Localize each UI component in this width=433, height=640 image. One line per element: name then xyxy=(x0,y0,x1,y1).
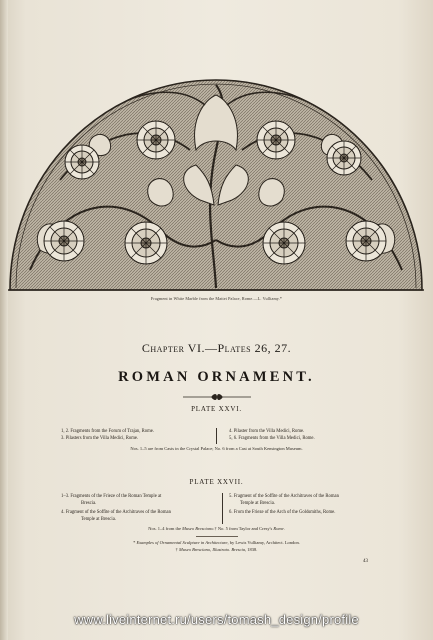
chapter-heading: Chapter VI.—Plates 26, 27. xyxy=(141,341,292,355)
plate-xxvii-left-item: 4. Fragment of the Soffite of the Architraves of the Roman xyxy=(61,510,171,515)
rosette-upper-left xyxy=(137,121,175,159)
footnote-text: * xyxy=(133,540,137,545)
plate-xxvii-right-item: Temple at Brescia. xyxy=(240,501,275,506)
plate-xxvi-note: Nos. 1–5 are from Casts in the Crystal Palace; No. 6 from a Cast at South Kensington Museum. xyxy=(130,446,303,451)
plate-xxvii-heading: PLATE XXVII. xyxy=(189,478,244,486)
plate-xxvii-left-item: 1–3. Fragments of the Frieze of the Roman Temple at xyxy=(61,494,162,499)
note-italic-text: Museo Bresciano xyxy=(182,526,214,531)
footnote-text: † xyxy=(175,547,179,552)
plate-xxvii-left-item: Brescia. xyxy=(81,501,97,506)
watermark-url: www.liveinternet.ru/users/tomash_design/profile xyxy=(74,612,359,627)
note-text: Nos. 1–4 from the xyxy=(148,526,183,531)
plate-xxvi-right-item: 5, 6. Fragments from the Villa Medici, Rome. xyxy=(229,436,315,441)
footnote-2 xyxy=(0,547,433,553)
rosette-lower-far-left xyxy=(44,221,84,261)
plate-xxvi-right-item: 4. Pilaster from the Villa Medici, Rome. xyxy=(229,429,305,434)
rosette-lower-right xyxy=(263,222,305,264)
footnote-italic-text: Examples of Ornamental Sculpture in Architecture xyxy=(136,540,228,545)
plate-xxvii-left-item: Temple at Brescia. xyxy=(81,517,116,522)
note-text: .† No. 5 from Taylor and Cresy's xyxy=(213,526,274,531)
rosette-upper-right xyxy=(257,121,295,159)
plate-xxvi-heading: PLATE XXVI. xyxy=(191,405,242,413)
lunette-ornament-engraving xyxy=(0,0,433,300)
plate-xxvii-right-item: 5. Fragment of the Soffite of the Architraves of the Roman xyxy=(229,494,339,499)
page-number: 43 xyxy=(363,559,368,564)
note-text: . xyxy=(283,526,285,531)
footnote-text: , by Lewis Vulliamy, Architect. London. xyxy=(227,540,300,545)
fleuron-divider-icon xyxy=(181,393,253,401)
figure-caption: Fragment in White Marble from the Mattei Palace, Rome.—L. Vulliamy.* xyxy=(150,296,283,301)
page-title: ROMAN ORNAMENT. xyxy=(118,369,315,385)
column-divider xyxy=(216,428,217,444)
footnote-rule xyxy=(196,536,238,537)
plate-xxvi-left-item: 3. Pilasters from the Villa Medici, Rome. xyxy=(61,436,139,441)
footnote-italic-text: Museo Bresciano, Illustrato. Brescia xyxy=(178,547,246,552)
rosette-mid-right xyxy=(327,141,361,175)
plate-xxvii-note xyxy=(0,526,433,532)
note-italic-text: Rome xyxy=(273,526,284,531)
rosette-mid-left xyxy=(65,145,99,179)
footnote-text: , 1838. xyxy=(245,547,258,552)
rosette-lower-left xyxy=(125,222,167,264)
plate-xxvii-right-item: 6. From the Frieze of the Arch of the Goldsmiths, Rome. xyxy=(229,510,336,515)
column-divider xyxy=(222,493,223,524)
rosette-lower-far-right xyxy=(346,221,386,261)
plate-xxvi-left-item: 1, 2. Fragments from the Forum of Trajan, Rome. xyxy=(61,429,154,434)
footnote-1 xyxy=(0,540,433,546)
